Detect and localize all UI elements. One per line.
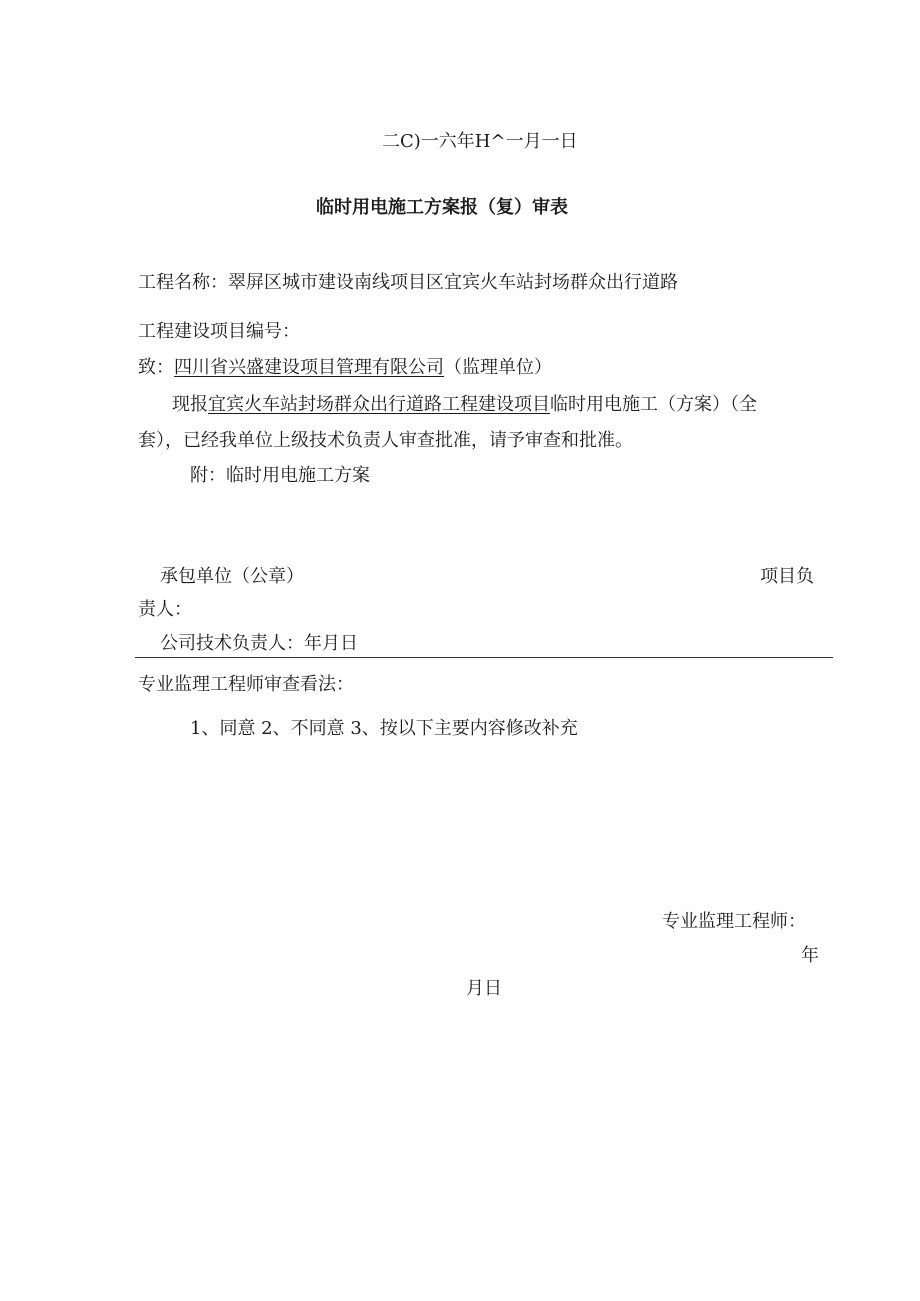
tech-lead-date-line: 公司技术负责人：年月日: [160, 633, 358, 654]
body-project: 宜宾火车站封场群众出行道路工程建设项目: [208, 394, 550, 415]
body-suffix: 临时用电施工（方案）（全: [550, 394, 757, 415]
review-year: 年: [801, 945, 819, 966]
body-line-1: [172, 393, 757, 417]
body-prefix: 现报: [172, 394, 208, 415]
project-name-value: 翠屏区城市建设南线项目区宜宾火车站封场群众出行道路: [228, 272, 678, 293]
review-options: 1、同意 2、不同意 3、按以下主要内容修改补充: [190, 718, 578, 739]
project-lead-label-part1: 项目负: [760, 566, 814, 587]
project-lead-label-part2: 责人：: [138, 599, 192, 620]
supervisor-unit: 四川省兴盛建设项目管理有限公司: [174, 357, 444, 378]
project-number-label: 工程建设项目编号：: [138, 321, 300, 342]
to-label: 致：: [138, 357, 174, 378]
review-opinion-label: 专业监理工程师审查看法：: [138, 674, 354, 695]
body-line-2: 套），已经我单位上级技术负责人审查批准，请予审查和批准。: [138, 430, 633, 451]
form-title: 临时用电施工方案报（复）审表: [316, 197, 568, 218]
review-month-day: 月日: [466, 978, 502, 999]
section-divider: [135, 657, 833, 658]
contractor-seal-label: 承包单位（公章）: [160, 566, 304, 587]
supervisor-unit-suffix: （监理单位）: [444, 357, 552, 378]
date-line: 二C)一六年H^一月一日: [382, 131, 578, 152]
engineer-signature-label: 专业监理工程师：: [662, 911, 806, 932]
to-row: [138, 356, 552, 380]
project-name-label: 工程名称：: [138, 272, 228, 293]
project-name-row: [138, 271, 678, 295]
attachment-line: 附：临时用电施工方案: [190, 465, 370, 486]
